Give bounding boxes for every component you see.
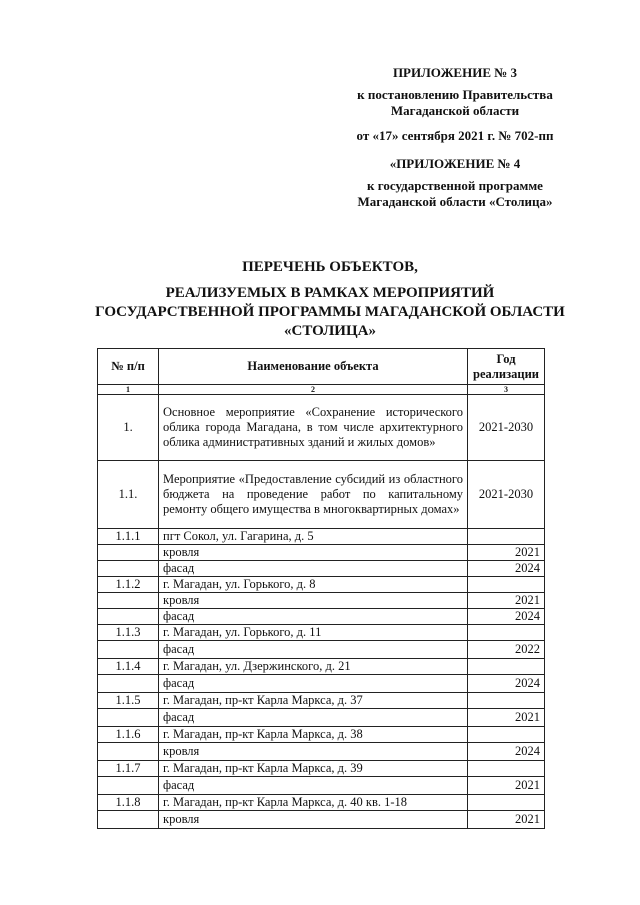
table-header-row bbox=[98, 349, 545, 385]
table-row bbox=[98, 693, 545, 709]
column-number: 2 bbox=[159, 385, 468, 395]
document-title-line-3: ГОСУДАРСТВЕННОЙ ПРОГРАММЫ МАГАДАНСКОЙ ОБЛАСТИ bbox=[95, 304, 565, 320]
row-num: 1.1.3 bbox=[98, 625, 159, 641]
row-year: 2024 bbox=[468, 609, 545, 625]
row-name: кровля bbox=[159, 593, 468, 609]
row-num: 1.1.4 bbox=[98, 659, 159, 675]
column-number: 3 bbox=[468, 385, 545, 395]
row-num bbox=[98, 561, 159, 577]
table-row bbox=[98, 545, 545, 561]
table-row bbox=[98, 761, 545, 777]
row-name: кровля bbox=[159, 811, 468, 829]
row-name: фасад bbox=[159, 609, 468, 625]
row-year: 2024 bbox=[468, 743, 545, 761]
table-row bbox=[98, 529, 545, 545]
document-title-line-1: ПЕРЕЧЕНЬ ОБЪЕКТОВ, bbox=[242, 259, 418, 275]
column-number-row bbox=[98, 385, 545, 395]
table-row bbox=[98, 795, 545, 811]
row-num: 1.1.8 bbox=[98, 795, 159, 811]
row-year: 2022 bbox=[468, 641, 545, 659]
row-name: фасад bbox=[159, 709, 468, 727]
row-num: 1.1. bbox=[98, 461, 159, 529]
row-year bbox=[468, 625, 545, 641]
row-name: г. Магадан, пр-кт Карла Маркса, д. 40 кв. 1-18 bbox=[159, 795, 468, 811]
appendix-4-line-1: к государственной программе bbox=[367, 178, 543, 193]
table-row bbox=[98, 625, 545, 641]
row-year: 2021 bbox=[468, 811, 545, 829]
row-num: 1.1.7 bbox=[98, 761, 159, 777]
header-year bbox=[468, 349, 545, 385]
row-name: г. Магадан, ул. Дзержинского, д. 21 bbox=[159, 659, 468, 675]
row-name: фасад bbox=[159, 561, 468, 577]
row-year: 2021 bbox=[468, 777, 545, 795]
row-year bbox=[468, 693, 545, 709]
row-year bbox=[468, 659, 545, 675]
table-row bbox=[98, 777, 545, 795]
row-num bbox=[98, 593, 159, 609]
row-name: г. Магадан, пр-кт Карла Маркса, д. 38 bbox=[159, 727, 468, 743]
row-num bbox=[98, 675, 159, 693]
row-year: 2021-2030 bbox=[468, 395, 545, 461]
document-title bbox=[60, 258, 600, 341]
row-num: 1.1.5 bbox=[98, 693, 159, 709]
row-num: 1.1.2 bbox=[98, 577, 159, 593]
row-year: 2021 bbox=[468, 593, 545, 609]
row-name: г. Магадан, ул. Горького, д. 11 bbox=[159, 625, 468, 641]
document-title-line-4: «СТОЛИЦА» bbox=[284, 323, 376, 339]
row-year bbox=[468, 795, 545, 811]
row-num bbox=[98, 777, 159, 795]
row-name: г. Магадан, пр-кт Карла Маркса, д. 37 bbox=[159, 693, 468, 709]
row-num bbox=[98, 641, 159, 659]
header-name: Наименование объекта bbox=[159, 349, 468, 385]
appendix-4-block bbox=[290, 156, 620, 210]
row-year bbox=[468, 761, 545, 777]
row-name: Мероприятие «Предоставление субсидий из областного бюджета на проведение работ по капитальному ремонту общего имущества в многоквартирных домах» bbox=[159, 461, 468, 529]
row-num bbox=[98, 609, 159, 625]
table-row bbox=[98, 641, 545, 659]
appendix-4-line-2: Магаданской области «Столица» bbox=[357, 194, 553, 209]
row-name: кровля bbox=[159, 545, 468, 561]
row-name: г. Магадан, пр-кт Карла Маркса, д. 39 bbox=[159, 761, 468, 777]
row-year: 2021 bbox=[468, 709, 545, 727]
table-row bbox=[98, 811, 545, 829]
row-num: 1. bbox=[98, 395, 159, 461]
appendix-3-line-3: от «17» сентября 2021 г. № 702-пп bbox=[356, 128, 554, 143]
row-num bbox=[98, 811, 159, 829]
table-row bbox=[98, 577, 545, 593]
row-year: 2021 bbox=[468, 545, 545, 561]
row-year bbox=[468, 727, 545, 743]
table-row bbox=[98, 709, 545, 727]
table-row bbox=[98, 743, 545, 761]
row-year bbox=[468, 577, 545, 593]
table-row bbox=[98, 659, 545, 675]
table-row bbox=[98, 727, 545, 743]
row-num: 1.1.6 bbox=[98, 727, 159, 743]
table-row bbox=[98, 395, 545, 461]
table-row bbox=[98, 561, 545, 577]
row-name: фасад bbox=[159, 777, 468, 795]
column-number: 1 bbox=[98, 385, 159, 395]
table-row bbox=[98, 593, 545, 609]
row-num: 1.1.1 bbox=[98, 529, 159, 545]
table-row bbox=[98, 609, 545, 625]
appendix-4-title: «ПРИЛОЖЕНИЕ № 4 bbox=[389, 156, 521, 171]
table-row bbox=[98, 675, 545, 693]
row-name: фасад bbox=[159, 675, 468, 693]
row-year: 2024 bbox=[468, 561, 545, 577]
row-num bbox=[98, 743, 159, 761]
row-name: Основное мероприятие «Сохранение исторического облика города Магадана, в том числе архитектурного облика административных зданий и жилых домов» bbox=[159, 395, 468, 461]
row-name: г. Магадан, ул. Горького, д. 8 bbox=[159, 577, 468, 593]
appendix-3-title: ПРИЛОЖЕНИЕ № 3 bbox=[392, 65, 518, 80]
row-num bbox=[98, 709, 159, 727]
row-year bbox=[468, 529, 545, 545]
appendix-3-line-1: к постановлению Правительства bbox=[357, 87, 553, 102]
header-year-line-2: реализации bbox=[473, 366, 539, 381]
row-name: фасад bbox=[159, 641, 468, 659]
document-title-line-2: РЕАЛИЗУЕМЫХ В РАМКАХ МЕРОПРИЯТИЙ bbox=[165, 285, 495, 301]
row-name: пгт Сокол, ул. Гагарина, д. 5 bbox=[159, 529, 468, 545]
header-num: № п/п bbox=[98, 349, 159, 385]
header-year-line-1: Год bbox=[496, 351, 516, 366]
row-year: 2021-2030 bbox=[468, 461, 545, 529]
objects-table bbox=[97, 348, 545, 829]
row-num bbox=[98, 545, 159, 561]
row-year: 2024 bbox=[468, 675, 545, 693]
row-name: кровля bbox=[159, 743, 468, 761]
appendix-3-block bbox=[290, 65, 620, 144]
table-row bbox=[98, 461, 545, 529]
appendix-3-line-2: Магаданской области bbox=[390, 103, 520, 118]
